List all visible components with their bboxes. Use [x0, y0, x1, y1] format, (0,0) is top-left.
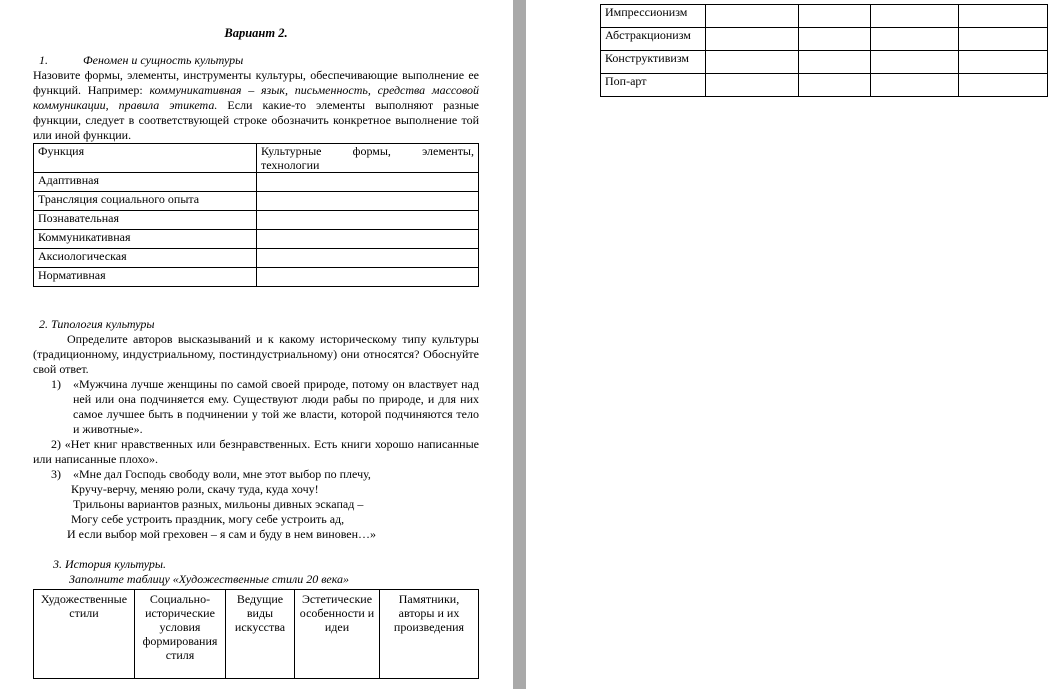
page-gutter — [513, 0, 526, 689]
answer-cell[interactable] — [706, 51, 799, 74]
quotes-list — [33, 377, 479, 437]
answer-cell[interactable] — [871, 28, 959, 51]
header-function: Функция — [34, 144, 257, 173]
answer-cell[interactable] — [257, 192, 479, 211]
answer-cell[interactable] — [871, 5, 959, 28]
quote-3-number: 3) — [51, 467, 61, 481]
answer-cell[interactable] — [257, 230, 479, 249]
header-monuments-text: Памятники, авторы и их произведения — [393, 592, 465, 634]
table-row — [34, 268, 479, 287]
table-row — [601, 5, 1048, 28]
answer-cell[interactable] — [799, 5, 871, 28]
section2-task: Определите авторов высказываний и к какому историческому типу культуры (традиционному, индустриальному, постиндустриальному) они относятся? Обоснуйте свой ответ. — [33, 332, 479, 376]
style-name: Импрессионизм — [601, 5, 706, 28]
answer-cell[interactable] — [871, 74, 959, 97]
header-conditions — [135, 590, 226, 679]
functions-table — [33, 143, 479, 287]
header-forms — [257, 144, 479, 173]
quote-3-line: Могу себе устроить праздник, могу себе устроить ад, — [71, 512, 345, 526]
answer-cell[interactable] — [799, 51, 871, 74]
section1-title: Феномен и сущность культуры — [83, 53, 244, 67]
answer-cell[interactable] — [257, 249, 479, 268]
intro-plain: Назовите формы, элементы, инструменты культуры, обеспечивающие выполнение ее функций. Например: — [33, 68, 479, 97]
answer-cell[interactable] — [799, 28, 871, 51]
function-name: Адаптивная — [34, 173, 257, 192]
function-name: Нормативная — [34, 268, 257, 287]
section2-heading: 2. Типология культуры — [39, 317, 155, 331]
section3-heading: 3. История культуры. — [53, 557, 167, 571]
quote-3 — [33, 467, 479, 542]
answer-cell[interactable] — [706, 74, 799, 97]
section3-subtitle: Заполните таблицу «Художественные стили 20 века» — [69, 572, 350, 586]
style-name: Абстракционизм — [601, 28, 706, 51]
art-styles-table — [33, 589, 479, 679]
section1-heading — [33, 53, 479, 68]
answer-cell[interactable] — [257, 173, 479, 192]
answer-cell[interactable] — [871, 51, 959, 74]
answer-cell[interactable] — [959, 74, 1048, 97]
quote-3-line: Трильоны вариантов разных, мильоны дивных эскапад – — [73, 497, 364, 511]
header-styles — [34, 590, 135, 679]
art-styles-table-continued — [600, 4, 1048, 97]
answer-cell[interactable] — [706, 5, 799, 28]
intro-end: Если какие-то элементы выполняют разные функции, следует в соответствующей строке обозначить конкретное выполнение той или иной функции. — [33, 98, 480, 142]
function-name: Аксиологическая — [34, 249, 257, 268]
table-row — [34, 192, 479, 211]
table-row — [601, 51, 1048, 74]
function-name: Познавательная — [34, 211, 257, 230]
quote-2: 2) «Нет книг нравственных или безнравственных. Есть книги хорошо написанные или написанные плохо». — [33, 437, 479, 466]
page-content — [33, 26, 479, 679]
style-name: Поп-арт — [601, 74, 706, 97]
header-aesthetics — [295, 590, 380, 679]
table-row — [601, 28, 1048, 51]
quote-3-line: И если выбор мой греховен – я сам и буду в нем виновен…» — [67, 527, 377, 541]
variant-title: Вариант 2. — [224, 26, 288, 40]
header-arts-text: Ведущие виды искусства — [234, 592, 286, 634]
quote-3-line: «Мне дал Господь свободу воли, мне этот выбор по плечу, — [73, 467, 371, 481]
header-arts — [226, 590, 295, 679]
quote-1 — [33, 377, 479, 437]
quote-1-text: «Мужчина лучше женщины по самой своей природе, потому он властвует над ней или она подчиняется ему. Существуют люди рабы по природе, и для них самое лучшее быть в подчинении у той же власти, которой подчиняются тело и животные». — [73, 377, 479, 436]
table-header-row — [34, 144, 479, 173]
table-row — [34, 173, 479, 192]
header-aesthetics-text: Эстетические особенности и идеи — [299, 592, 375, 634]
intro-example: коммуникативная – язык, письменность, средства массовой коммуникации, правила этикета. — [33, 83, 479, 112]
function-name: Трансляция социального опыта — [34, 192, 257, 211]
answer-cell[interactable] — [959, 51, 1048, 74]
quote-1-number: 1) — [51, 377, 61, 391]
answer-cell[interactable] — [257, 268, 479, 287]
table-row — [34, 249, 479, 268]
document-page-right — [526, 0, 1060, 689]
answer-cell[interactable] — [959, 28, 1048, 51]
answer-cell[interactable] — [799, 74, 871, 97]
table-row — [34, 230, 479, 249]
answer-cell[interactable] — [959, 5, 1048, 28]
table-row — [34, 211, 479, 230]
header-monuments — [380, 590, 479, 679]
function-name: Коммуникативная — [34, 230, 257, 249]
document-page-left — [0, 0, 513, 689]
table-row — [601, 74, 1048, 97]
section1-intro — [33, 68, 479, 143]
style-name: Конструктивизм — [601, 51, 706, 74]
header-styles-text: Художественные стили — [40, 592, 128, 620]
header-forms-text: Культурные формы, элементы, технологии — [261, 144, 474, 172]
header-conditions-text: Социально-исторические условия формирования стиля — [142, 592, 218, 662]
answer-cell[interactable] — [257, 211, 479, 230]
section1-number: 1. — [39, 53, 48, 67]
quote-3-line: Кручу-верчу, меняю роли, скачу туда, куда хочу! — [71, 482, 319, 496]
answer-cell[interactable] — [706, 28, 799, 51]
table-header-row — [34, 590, 479, 679]
